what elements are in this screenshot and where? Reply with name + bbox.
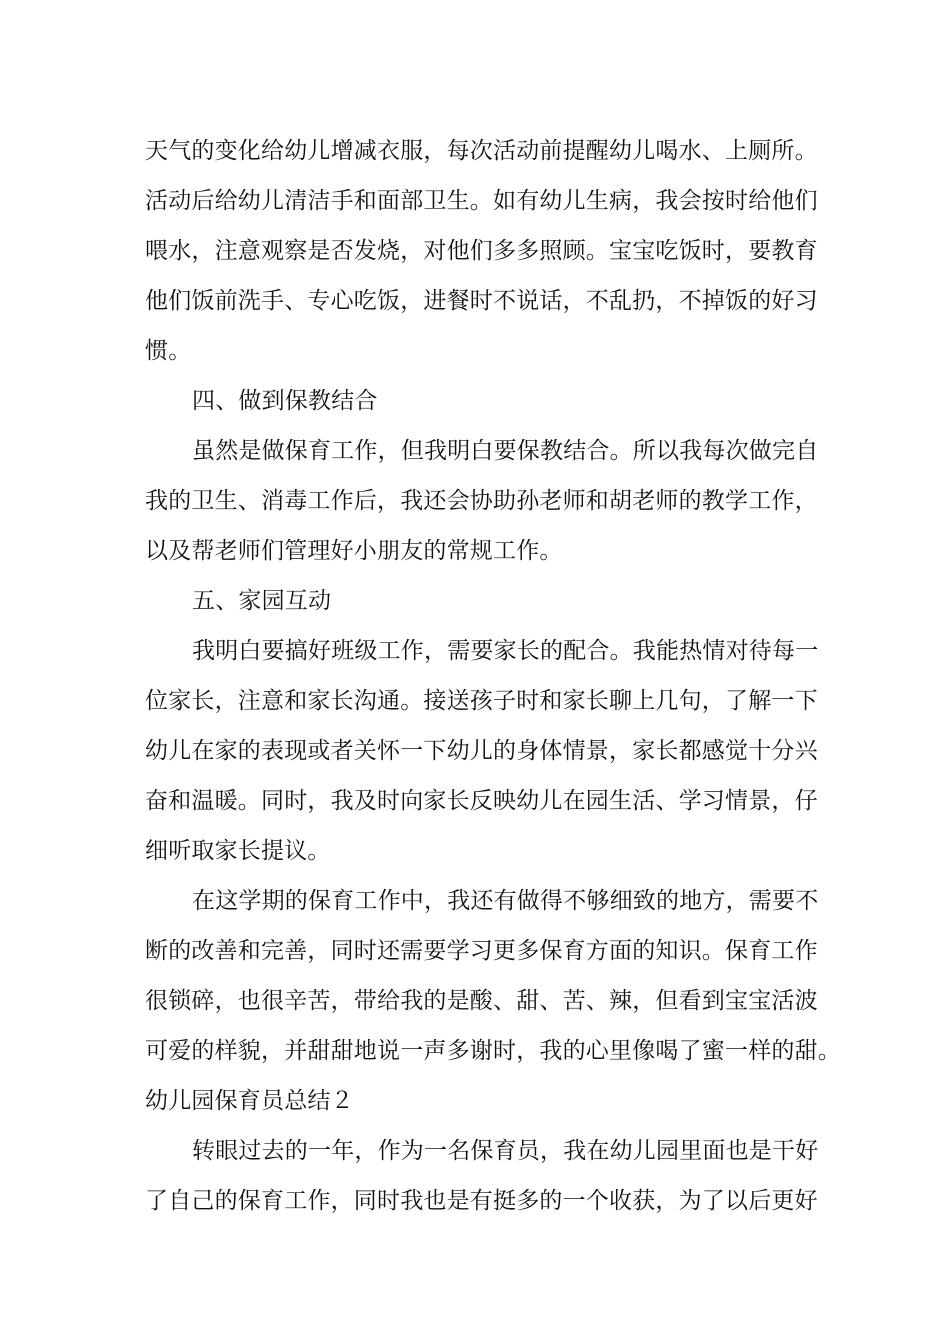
- text-line: 幼儿在家的表现或者关怀一下幼儿的身体情景，家长都感觉十分兴: [145, 738, 818, 764]
- text-line: 转眼过去的一年，作为一名保育员，我在幼儿园里面也是干好: [192, 1138, 819, 1164]
- text-line: 了自己的保育工作，同时我也是有挺多的一个收获，为了以后更好: [145, 1188, 818, 1214]
- text-line: 他们饭前洗手、专心吃饭，进餐时不说话，不乱扔，不掉饭的好习: [145, 288, 818, 314]
- text-line: 喂水，注意观察是否发烧，对他们多多照顾。宝宝吃饭时，要教育: [145, 238, 818, 264]
- section-heading: 四、做到保教结合: [192, 388, 378, 414]
- text-line: 在这学期的保育工作中，我还有做得不够细致的地方，需要不: [192, 888, 819, 914]
- text-line: 活动后给幼儿清洁手和面部卫生。如有幼儿生病，我会按时给他们: [145, 188, 818, 214]
- text-line: 我明白要搞好班级工作，需要家长的配合。我能热情对待每一: [192, 638, 819, 664]
- text-line: 天气的变化给幼儿增减衣服，每次活动前提醒幼儿喝水、上厕所。: [145, 138, 818, 164]
- text-line: 虽然是做保育工作，但我明白要保教结合。所以我每次做完自: [192, 438, 819, 464]
- text-line: 细听取家长提议。: [145, 838, 331, 864]
- document-title: 幼儿园保育员总结２: [145, 1088, 354, 1114]
- text-line: 我的卫生、消毒工作后，我还会协助孙老师和胡老师的教学工作，: [145, 488, 818, 514]
- text-line: 位家长，注意和家长沟通。接送孩子时和家长聊上几句，了解一下: [145, 688, 818, 714]
- section-heading: 五、家园互动: [192, 588, 332, 614]
- text-line: 惯。: [145, 338, 192, 364]
- text-line: 断的改善和完善，同时还需要学习更多保育方面的知识。保育工作: [145, 938, 818, 964]
- text-line: 可爱的样貌，并甜甜地说一声多谢时，我的心里像喝了蜜一样的甜。: [145, 1038, 841, 1064]
- text-line: 以及帮老师们管理好小朋友的常规工作。: [145, 538, 563, 564]
- text-line: 奋和温暖。同时，我及时向家长反映幼儿在园生活、学习情景，仔: [145, 788, 818, 814]
- text-line: 很锁碎，也很辛苦，带给我的是酸、甜、苦、辣，但看到宝宝活波: [145, 988, 818, 1014]
